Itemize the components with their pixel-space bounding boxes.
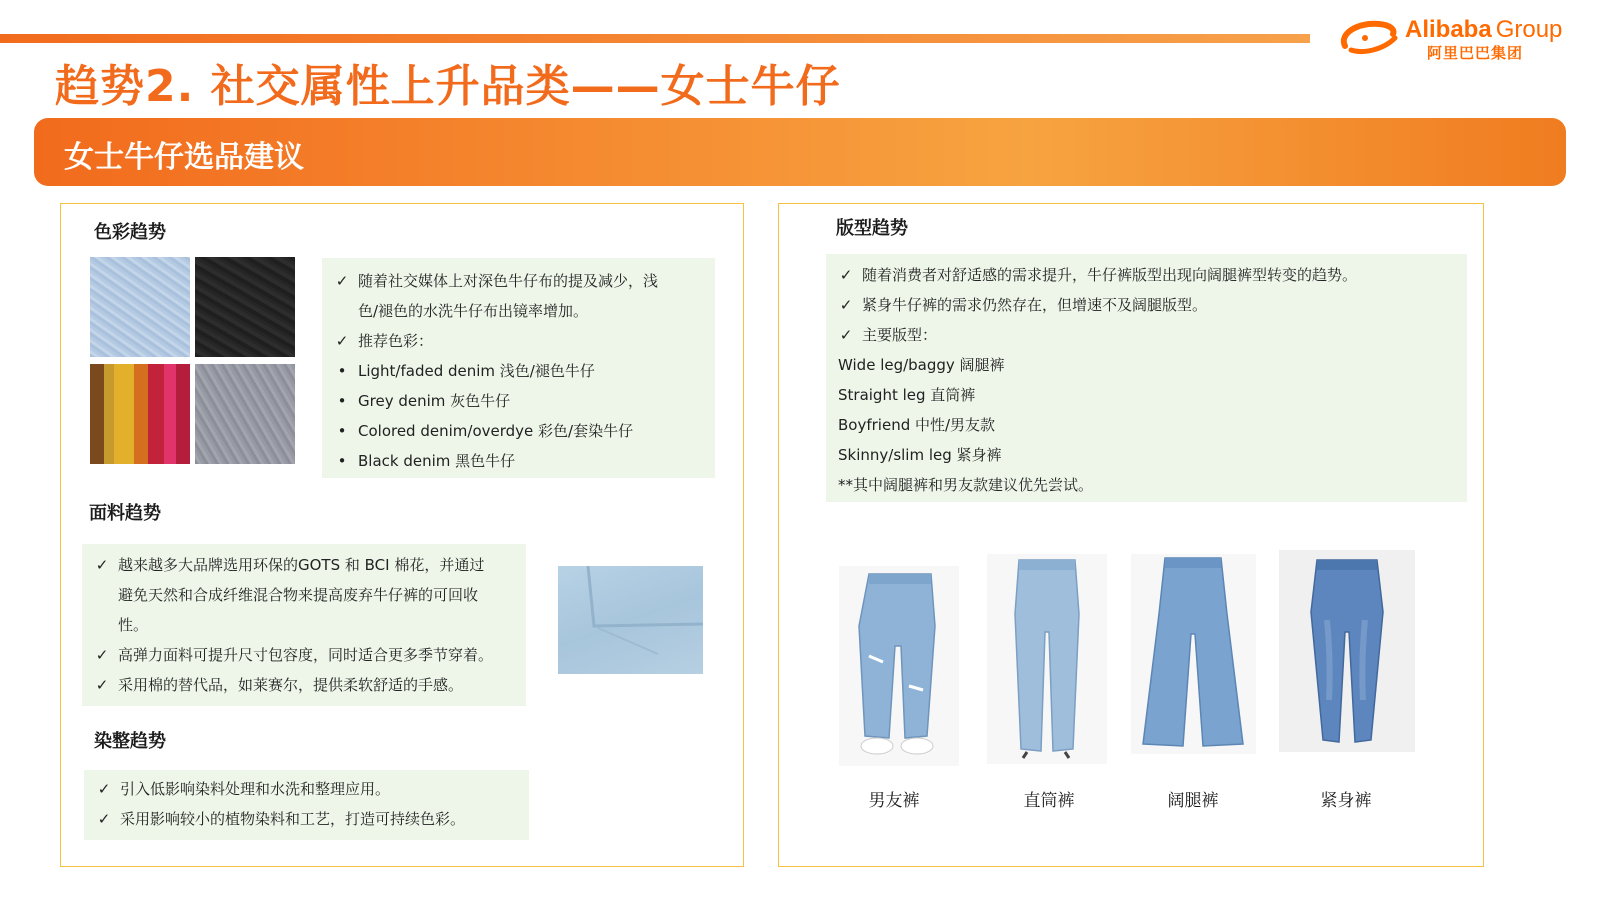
straight-jeans-image <box>987 554 1107 764</box>
finishing-trend-title: 染整趋势 <box>94 731 166 752</box>
fabric-fold-icon <box>558 566 703 674</box>
section-banner <box>34 118 1566 186</box>
logo-wordmark: Alibaba Group <box>1405 16 1563 43</box>
grey-denim-swatch <box>195 364 295 464</box>
color-trend-title: 色彩趋势 <box>94 222 166 243</box>
jeans-label-skinny: 紧身裤 <box>1320 791 1372 811</box>
left-panel <box>60 203 744 867</box>
fit-trend-box: ✓ 随着消费者对舒适感的需求提升，牛仔裤版型出现向阔腿裤型转变的趋势。 ✓ 紧身牛仔裤的需求仍然存在，但增速不及阔腿版型。 ✓ 主要版型： Wide leg/baggy 阔腿裤 Straight leg 直筒裤 Boyfriend 中性/男友款 Skinny/slim leg 紧身裤 **其中阔腿裤和男友款建议优先尝试。 <box>826 254 1467 502</box>
finishing-trend-box: ✓ 引入低影响染料处理和水洗和整理应用。 ✓ 采用影响较小的植物染料和工艺，打造可持续色彩。 <box>84 770 529 840</box>
color-trend-box: ✓ 随着社交媒体上对深色牛仔布的提及减少，浅 色/褪色的水洗牛仔布出镜率增加。 ✓ 推荐色彩： • Light/faded denim 浅色/褪色牛仔 • Grey denim 灰色牛仔 • Colored denim/overdye 彩色/套染牛仔 • Black denim 黑色牛仔 <box>322 258 715 478</box>
alibaba-logo <box>1335 14 1590 62</box>
colored-denim-swatch <box>90 364 190 464</box>
banner-title: 女士牛仔选品建议 <box>64 140 304 175</box>
header-rule <box>0 34 1310 43</box>
list-item: Straight leg 直筒裤 <box>838 386 976 404</box>
list-item: Boyfriend 中性/男友款 <box>838 416 996 434</box>
list-item: **其中阔腿裤和男友款建议优先尝试。 <box>838 476 1094 494</box>
fabric-trend-title: 面料趋势 <box>89 503 161 524</box>
boyfriend-jeans-image <box>839 566 959 766</box>
jeans-label-wide: 阔腿裤 <box>1167 791 1219 811</box>
logo-chinese-name: 阿里巴巴集团 <box>1427 44 1524 62</box>
list-item: Skinny/slim leg 紧身裤 <box>838 446 1002 464</box>
black-denim-swatch <box>195 257 295 357</box>
fabric-trend-box: ✓ 越来越多大品牌选用环保的GOTS 和 BCI 棉花，并通过 避免天然和合成纤维混合物来提高废弃牛仔裤的可回收 性。 ✓ 高弹力面料可提升尺寸包容度，同时适合更多季节穿着。 ✓ 采用棉的替代品，如莱赛尔，提供柔软舒适的手感。 <box>82 544 526 706</box>
light-denim-swatch <box>90 257 190 357</box>
jeans-label-straight: 直筒裤 <box>1023 791 1075 811</box>
jeans-label-boyfriend: 男友裤 <box>868 791 920 811</box>
right-panel <box>778 203 1484 867</box>
alibaba-smile-icon <box>1335 16 1403 60</box>
skinny-jeans-image <box>1279 550 1415 752</box>
fit-trend-title: 版型趋势 <box>836 218 908 239</box>
fabric-swatch <box>558 566 703 674</box>
page-title: 趋势2. 社交属性上升品类——女士牛仔 <box>55 61 841 112</box>
list-item: Wide leg/baggy 阔腿裤 <box>838 356 1005 374</box>
wide-leg-jeans-image <box>1131 554 1256 754</box>
